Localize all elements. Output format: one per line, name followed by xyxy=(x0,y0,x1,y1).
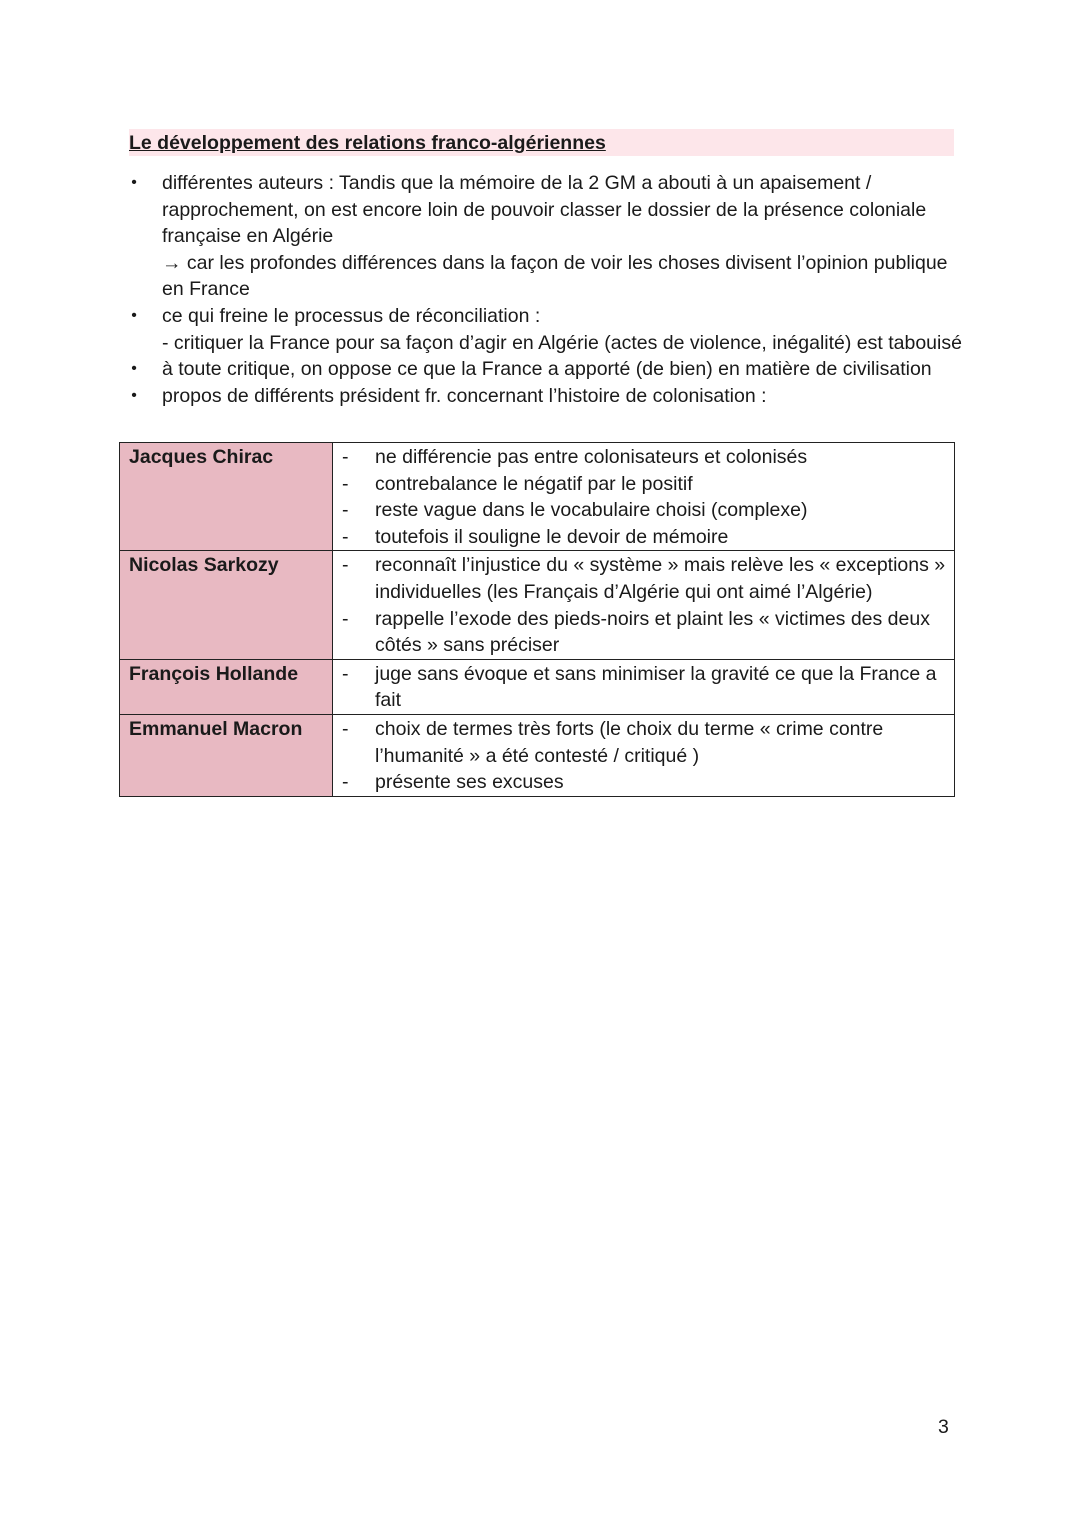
bullet-text: ce qui freine le processus de réconciliation : - critiquer la France pour sa façon d’agir en Algérie (actes de violence, inégalité) est tabouisé xyxy=(162,304,962,354)
bullet-text: à toute critique, on oppose ce que la France a apporté (de bien) en matière de civilisation xyxy=(162,358,932,381)
president-name: Jacques Chirac xyxy=(120,443,333,551)
bullet-item xyxy=(0,170,1080,303)
dash-marker: - xyxy=(342,472,349,495)
section-heading: Le développement des relations franco-algériennes xyxy=(129,132,606,154)
president-statements xyxy=(333,714,955,796)
dash-marker: - xyxy=(342,607,349,630)
bullet-item xyxy=(0,356,1080,383)
bullet-item xyxy=(0,383,1080,410)
bullet-icon: • xyxy=(131,306,137,324)
bullet-icon: • xyxy=(131,174,137,191)
statement-line: - juge sans évoque et sans minimiser la gravité ce que la France a fait xyxy=(342,662,937,712)
statement-line: - reconnaît l’injustice du « système » mais relève les « exceptions » individuelles (les Français d’Algérie qui ont aimé l’Algérie) xyxy=(342,554,946,603)
statement-line: - rappelle l’exode des pieds-noirs et plaint les « victimes des deux côtés » sans préciser xyxy=(342,607,930,657)
president-statements xyxy=(333,443,955,551)
table-row xyxy=(120,551,955,659)
table-row xyxy=(120,659,955,714)
dash-marker: - xyxy=(342,499,349,522)
statement-line: - choix de termes très forts (le choix du terme « crime contre l’humanité » a été contesté / critiqué ) xyxy=(342,717,884,767)
dash-marker: - xyxy=(342,525,349,548)
statement-line: - contrebalance le négatif par le positif xyxy=(333,471,954,498)
president-name: François Hollande xyxy=(120,659,333,714)
bullet-text: différentes auteurs : Tandis que la mémoire de la 2 GM a abouti à un apaisement / rapprochement, on est encore loin de pouvoir classer le dossier de la présence coloniale française en Algérie → car les profondes différences dans la façon de voir les choses divisent l’opinion publique en France xyxy=(162,172,948,301)
bullet-icon: • xyxy=(131,360,137,378)
statement-line: - reste vague dans le vocabulaire choisi (complexe) xyxy=(333,497,954,524)
bullet-icon: • xyxy=(131,386,137,404)
president-statements xyxy=(333,659,955,714)
president-name: Emmanuel Macron xyxy=(120,714,333,796)
bullet-text: propos de différents président fr. concernant l’histoire de colonisation : xyxy=(162,384,767,407)
table-row xyxy=(120,443,955,551)
president-name: Nicolas Sarkozy xyxy=(120,551,333,659)
bullet-item xyxy=(0,303,1080,356)
presidents-table xyxy=(119,442,955,797)
statement-line: - toutefois il souligne le devoir de mémoire xyxy=(333,524,954,551)
president-statements xyxy=(333,551,955,659)
statement-line: - ne différencie pas entre colonisateurs et colonisés xyxy=(333,444,954,471)
dash-marker: - xyxy=(342,662,349,685)
page-number: 3 xyxy=(938,1416,949,1438)
table-row xyxy=(120,714,955,796)
dash-marker: - xyxy=(342,446,349,468)
statement-line: - présente ses excuses xyxy=(333,769,954,796)
bullet-list xyxy=(0,170,1080,409)
dash-marker: - xyxy=(342,771,349,794)
dash-marker: - xyxy=(342,554,349,577)
dash-marker: - xyxy=(342,717,349,740)
